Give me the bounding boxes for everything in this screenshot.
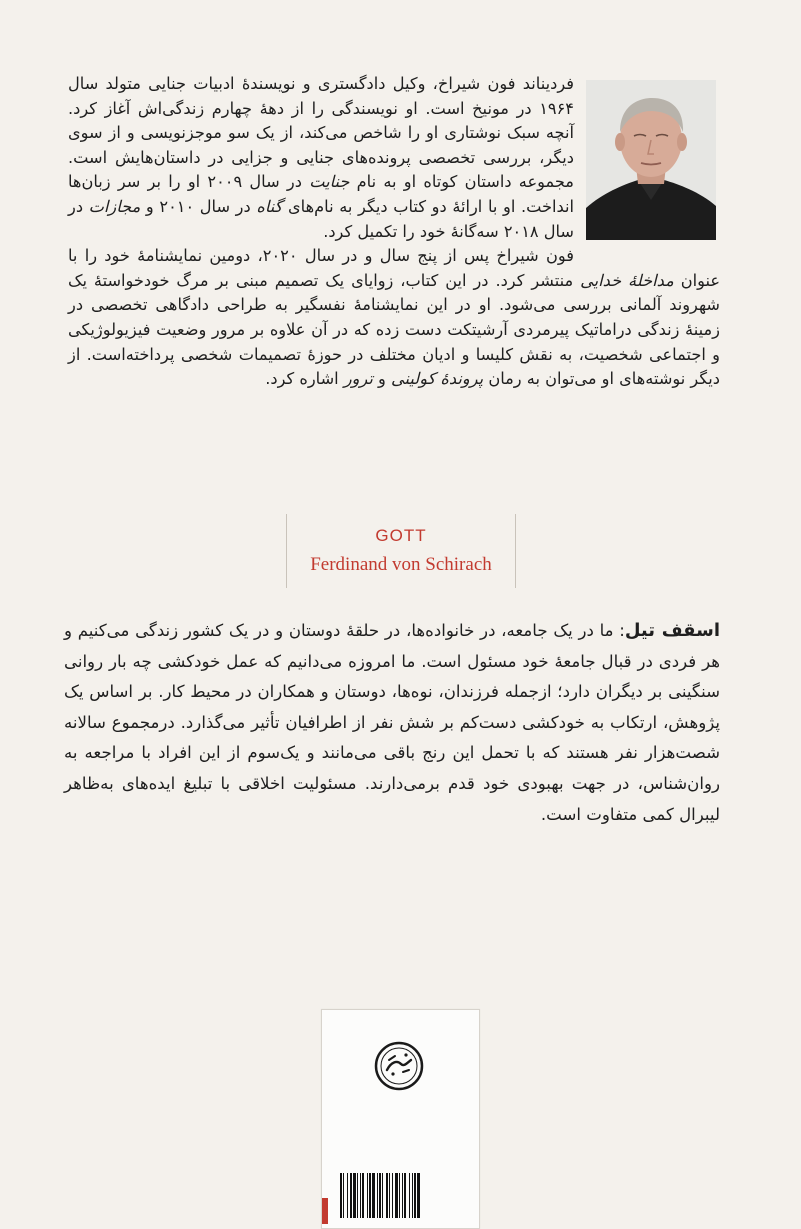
back-cover-quote — [64, 616, 720, 830]
barcode-card — [321, 1009, 480, 1229]
barcode-bar — [420, 1173, 421, 1218]
bio-text: فون شیراخ پس از پنج سال و در سال ۲۰۲۰، دومین نمایشنامهٔ خود را با عنوان — [68, 246, 721, 290]
publisher-logo-icon — [373, 1040, 425, 1092]
photo-wrap-spacer — [574, 72, 720, 248]
book-title-italic: گناه — [256, 196, 283, 216]
book-title-italic: ترور — [343, 369, 373, 389]
quote-text: ما در یک جامعه، در خانواده‌ها، در حلقهٔ دوستان و در یک کشور زندگی می‌کنیم و هر فردی در قبال جامعهٔ خود مسئول است. ما امروزه می‌دانیم که عمل خودکشی چه بار روانی سنگینی بر دیگران دارد؛ ازجمله فرزندان، نوه‌ها، دوستان و همکاران در محیط کار. بر اساس یک پژوهش، ارتکاب به خودکشی دست‌کم بر شش نفر از اطرافیان تأثیر می‌گذارد. درمجموع سالانه شصت‌هزار نفر هستند که با تحمل این رنج باقی می‌مانند و یک‌سوم از این افراد با مراجعه به روان‌شناس، در جهت بهبودی خود قدم برمی‌دارند. مسئولیت اخلاقی با تبلیغ ایده‌های به‌ظاهر لیبرال کمی متفاوت است. — [64, 621, 720, 824]
bio-paragraph-2 — [68, 244, 720, 392]
quote-author: اسقف تیل — [624, 620, 720, 641]
book-title-italic: جنایت — [309, 172, 350, 192]
quote-separator: : — [613, 621, 625, 640]
bio-text: در سال ۲۰۰۹ او را بر سر زبان‌ها انداخت. او با ارائهٔ دو کتاب دیگر به نام‌های — [68, 172, 575, 216]
author-biography — [68, 72, 720, 392]
book-title-italic: مداخلهٔ خدایی — [580, 270, 674, 290]
book-title-block — [286, 514, 516, 588]
bio-text: در سال ۲۰۱۰ و — [140, 196, 257, 216]
bio-text: و — [372, 369, 392, 389]
bio-text: در سال ۲۰۱۸ سه‌گانهٔ خود را تکمیل کرد. — [68, 196, 574, 241]
bio-text: منتشر کرد. در این کتاب، زوایای یک تصمیم مبنی بر مرگ خودخواستهٔ یک شهروند آلمانی بررسی می‌شود. او در این نمایشنامهٔ نفسگیر به طراحی دادگاهی تخصصی در زمینهٔ زندگی دراماتیک پیرمردی آرشیتکت دست زده که در آن علاوه بر مرور وضعیت فیزیولوژیکی و اجتماعی شخصیت، به نقش کلیسا و ادیان مختلف در حوزهٔ تصمیمات شخصی پرداخته‌است. از دیگر نوشته‌های او می‌توان به رمان — [68, 270, 720, 389]
barcode-color-tab — [322, 1198, 328, 1224]
book-title-italic: مجازات — [88, 196, 141, 216]
bio-text: اشاره کرد. — [265, 369, 344, 389]
bio-text: فردیناند فون شیراخ، وکیل دادگستری و نویسندهٔ ادبیات جنایی متولد سال ۱۹۶۴ در مونیخ است. او نویسندگی را از دههٔ چهارم زندگی‌اش آغاز کرد. آنچه سبک نوشتاری او را شاخص می‌کند، از یک سو موجزنویسی و از سوی دیگر، بررسی تخصصی پرونده‌های جنایی و جزایی در داستان‌هایش است. مجموعه داستان کوتاه او به نام — [68, 74, 574, 192]
book-title-italic: پروندهٔ کولینی — [391, 369, 484, 389]
book-author: Ferdinand von Schirach — [310, 554, 492, 575]
barcode-icon — [340, 1173, 461, 1218]
book-title: GOTT — [375, 526, 427, 545]
